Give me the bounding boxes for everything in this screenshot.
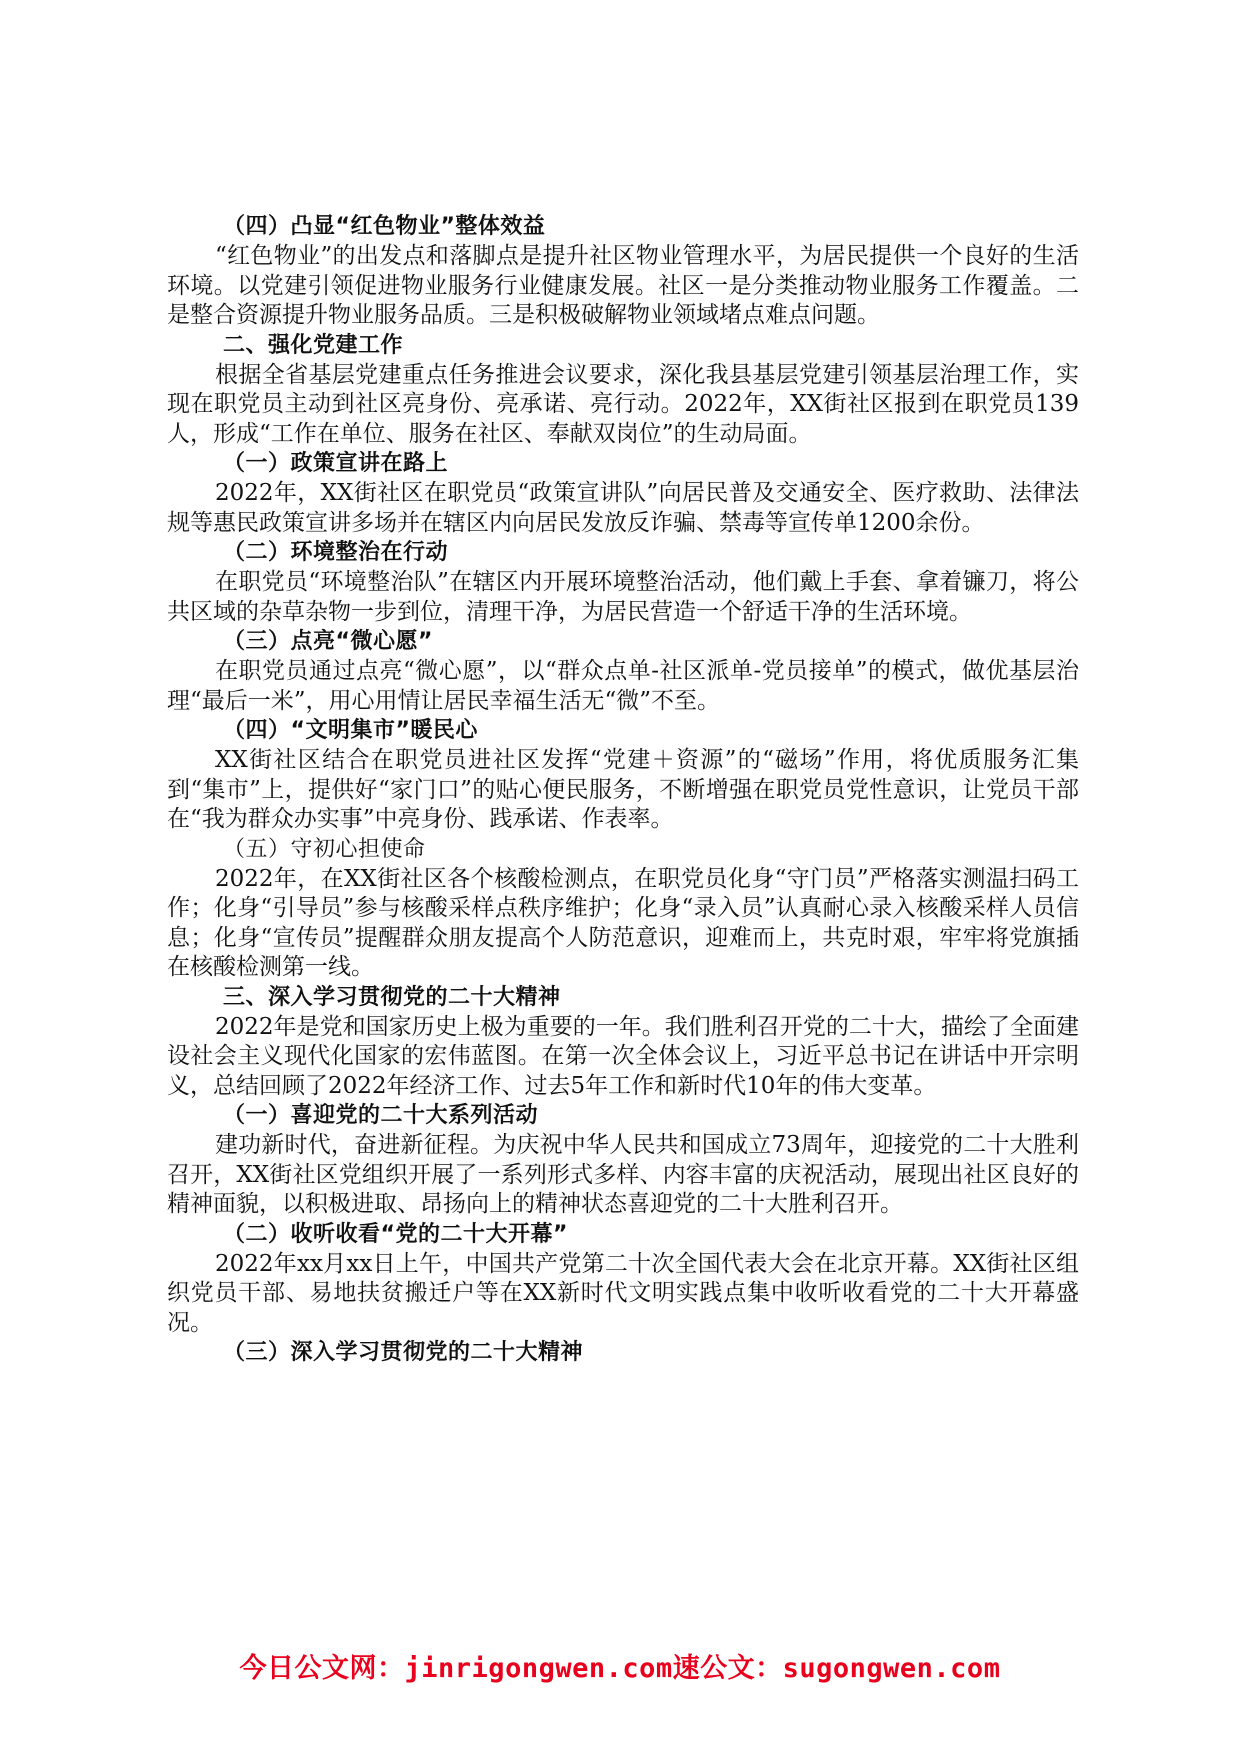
section-heading: （一）政策宣讲在路上 — [223, 451, 449, 476]
footer-site1-url[interactable]: jinrigongwen.com — [404, 1653, 673, 1684]
section-heading: （二）环境整治在行动 — [223, 540, 449, 565]
section-heading: 二、强化党建工作 — [223, 332, 404, 358]
footer-site1-name: 今日公文网： — [239, 1653, 405, 1684]
footer-site2-name: 速公文： — [672, 1653, 783, 1684]
body-paragraph: 在职党员“环境整治队”在辖区内开展环境整治活动，他们戴上手套、拿着镰刀，将公共区域的杂草杂物一步到位，清理干净，为居民营造一个舒适干净的生活环境。 — [167, 569, 1079, 625]
body-paragraph: 2022年xx月xx日上午，中国共产党第二十次全国代表大会在北京开幕。XX街社区组织党员干部、易地扶贫搬迁户等在XX新时代文明实践点集中收听收看党的二十大开幕盛况。 — [167, 1250, 1079, 1336]
document-body — [167, 212, 1079, 1368]
body-paragraph: 建功新时代，奋进新征程。为庆祝中华人民共和国成立73周年，迎接党的二十大胜利召开，XX街社区党组织开展了一系列形式多样、内容丰富的庆祝活动，展现出社区良好的精神面貌，以积极进取、昂扬向上的精神状态喜迎党的二十大胜利召开。 — [167, 1132, 1079, 1217]
section-heading: （三）点亮“微心愿” — [223, 629, 433, 654]
body-paragraph: XX街社区结合在职党员进社区发挥“党建＋资源”的“磁场”作用，将优质服务汇集到“集市”上，提供好“家门口”的贴心便民服务，不断增强在职党员党性意识，让党员干部在“我为群众办实事”中亮身份、践承诺、作表率。 — [167, 747, 1079, 832]
section-heading: （五）守初心担使命 — [223, 836, 426, 862]
section-heading: （一）喜迎党的二十大系列活动 — [223, 1103, 539, 1128]
footer-watermark — [0, 1646, 1240, 1685]
section-heading: （四）凸显“红色物业”整体效益 — [223, 214, 546, 239]
body-paragraph: 根据全省基层党建重点任务推进会议要求，深化我县基层党建引领基层治理工作，实现在职党员主动到社区亮身份、亮承诺、亮行动。2022年，XX街社区报到在职党员139人，形成“工作在单位、服务在社区、奉献双岗位”的生动局面。 — [167, 361, 1079, 447]
section-heading: （三）深入学习贯彻党的二十大精神 — [223, 1340, 584, 1365]
body-paragraph: 2022年，在XX街社区各个核酸检测点，在职党员化身“守门员”严格落实测温扫码工作；化身“引导员”参与核酸采样点秩序维护；化身“录入员”认真耐心录入核酸采样人员信息；化身“宣传员”提醒群众朋友提高个人防范意识，迎难而上，共克时艰，牢牢将党旗插在核酸检测第一线。 — [167, 865, 1079, 980]
section-heading: （四）“文明集市”暖民心 — [223, 718, 478, 743]
body-paragraph: 2022年，XX街社区在职党员“政策宣讲队”向居民普及交通安全、医疗救助、法律法规等惠民政策宣讲多场并在辖区内向居民发放反诈骗、禁毒等宣传单1200余份。 — [167, 480, 1079, 536]
body-paragraph: 2022年是党和国家历史上极为重要的一年。我们胜利召开党的二十大，描绘了全面建设社会主义现代化国家的宏伟蓝图。在第一次全体会议上，习近平总书记在讲话中开宗明义，总结回顾了2022年经济工作、过去5年工作和新时代10年的伟大变革。 — [167, 1013, 1079, 1099]
footer-site2-url[interactable]: sugongwen.com — [782, 1653, 1001, 1684]
body-paragraph: “红色物业”的出发点和落脚点是提升社区物业管理水平，为居民提供一个良好的生活环境。以党建引领促进物业服务行业健康发展。社区一是分类推动物业服务工作覆盖。二是整合资源提升物业服务品质。三是积极破解物业领域堵点难点问题。 — [167, 243, 1079, 328]
section-heading: 三、深入学习贯彻党的二十大精神 — [223, 984, 561, 1010]
section-heading: （二）收听收看“党的二十大开幕” — [223, 1221, 568, 1247]
body-paragraph: 在职党员通过点亮“微心愿”，以“群众点单-社区派单-党员接单”的模式，做优基层治理“最后一米”，用心用情让居民幸福生活无“微”不至。 — [167, 658, 1079, 714]
